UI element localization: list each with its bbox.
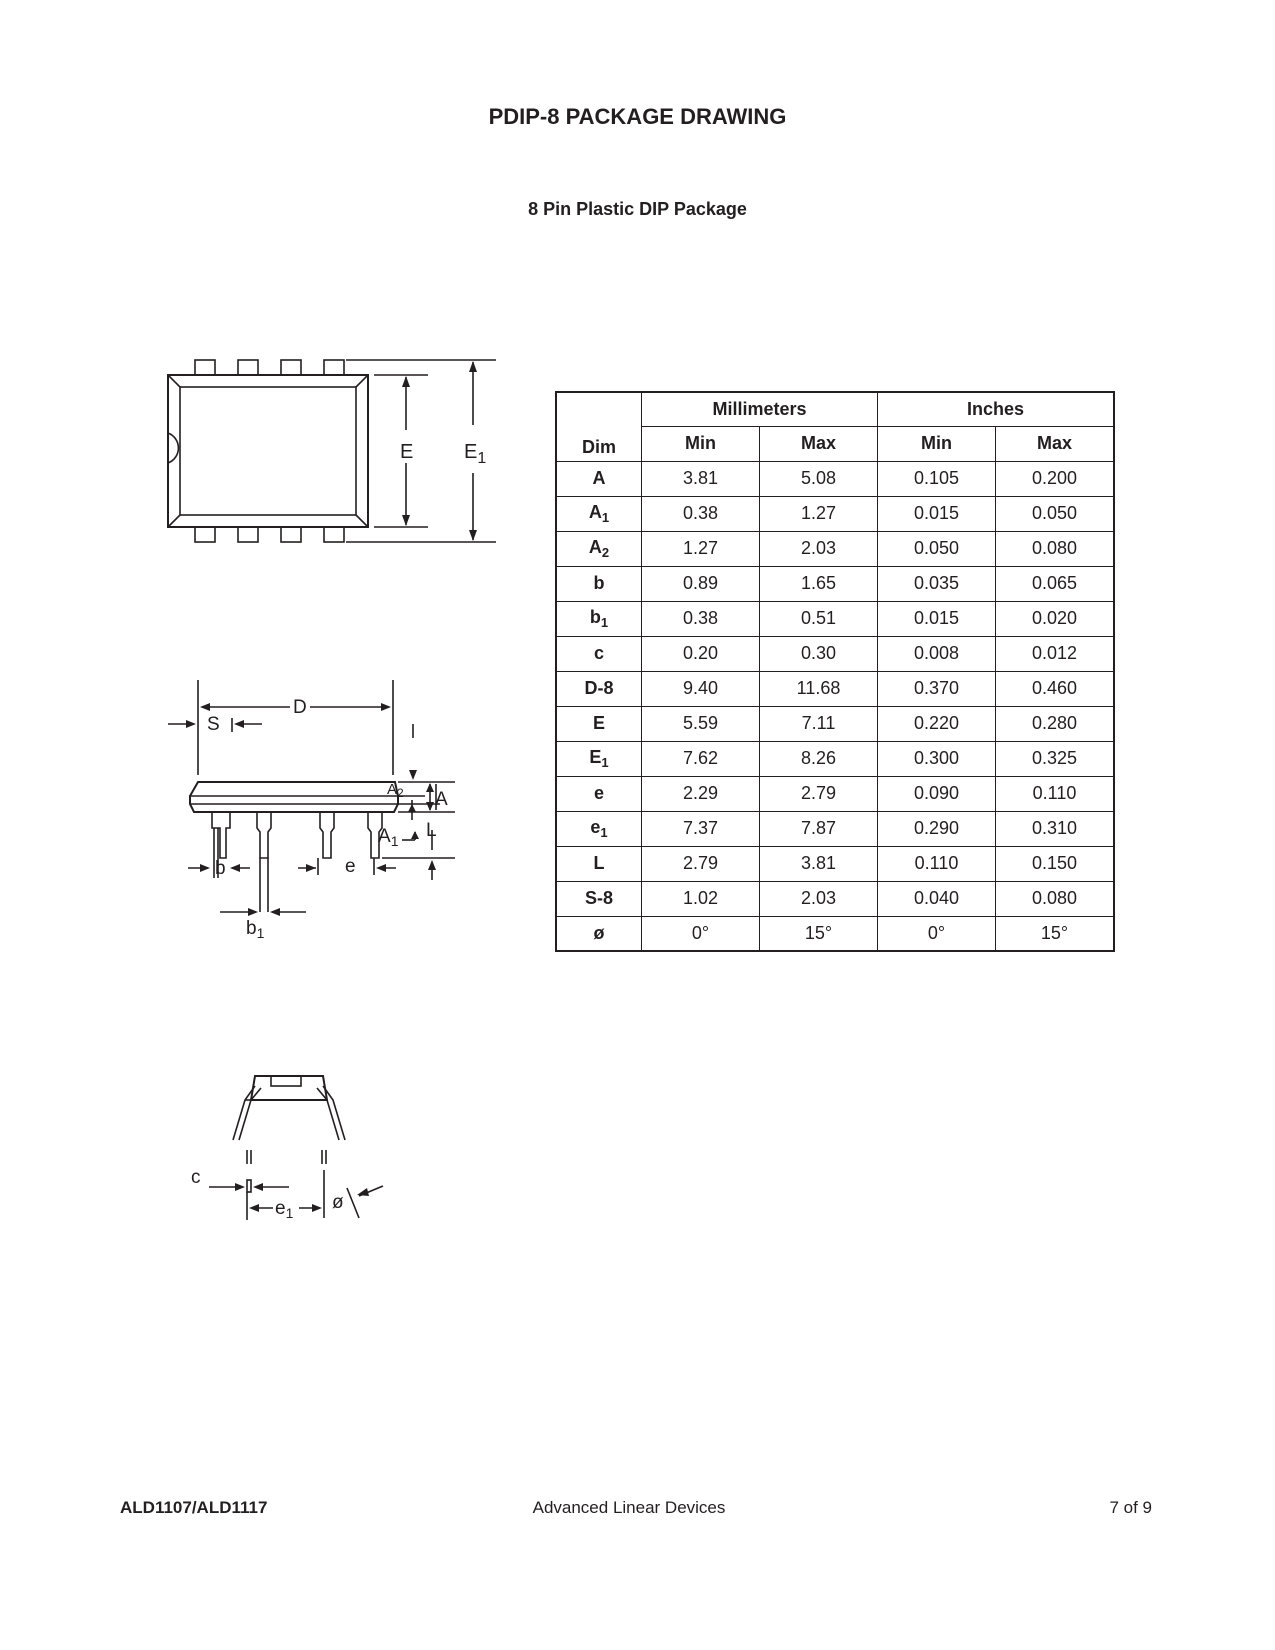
value-cell-mm-min: 0.38 (642, 496, 760, 531)
page-title: PDIP-8 PACKAGE DRAWING (488, 104, 787, 129)
value-cell-mm-max: 8.26 (760, 741, 878, 776)
value-cell-mm-min: 5.59 (642, 706, 760, 741)
value-cell-in-max: 0.280 (996, 706, 1115, 741)
footer-company: Advanced Linear Devices (532, 1498, 726, 1517)
value-cell-in-min: 0.015 (878, 496, 996, 531)
value-cell-mm-max: 1.27 (760, 496, 878, 531)
value-cell-in-max: 0.200 (996, 461, 1115, 496)
value-cell-in-max: 0.150 (996, 846, 1115, 881)
end-view-drawing (185, 1070, 405, 1230)
footer-part-number: ALD1107/ALD1117 (120, 1498, 268, 1517)
label-c: c (191, 1167, 201, 1188)
table-row (556, 846, 1114, 881)
value-cell-in-min: 0.110 (878, 846, 996, 881)
dim-cell: E (556, 706, 642, 741)
value-cell-in-min: 0° (878, 916, 996, 951)
col-header-mm-max: Max (760, 426, 878, 461)
label-b1: $b_1$ (246, 918, 265, 941)
value-cell-mm-max: 3.81 (760, 846, 878, 881)
table-row (556, 461, 1114, 496)
value-cell-in-min: 0.105 (878, 461, 996, 496)
page-subtitle: 8 Pin Plastic DIP Package (528, 199, 747, 219)
value-cell-in-min: 0.090 (878, 776, 996, 811)
value-cell-in-min: 0.040 (878, 881, 996, 916)
value-cell-in-min: 0.370 (878, 671, 996, 706)
table-row (556, 566, 1114, 601)
dim-cell: $e_1$ (556, 811, 642, 846)
label-A2: $A_2$ (387, 781, 404, 800)
value-cell-mm-max: 1.65 (760, 566, 878, 601)
footer-page-number: 7 of 9 (1109, 1498, 1152, 1517)
table-row (556, 881, 1114, 916)
label-phi: ø (332, 1192, 344, 1213)
dim-cell: c (556, 636, 642, 671)
value-cell-mm-min: 2.79 (642, 846, 760, 881)
value-cell-in-max: 0.460 (996, 671, 1115, 706)
table-row (556, 741, 1114, 776)
value-cell-in-max: 0.012 (996, 636, 1115, 671)
value-cell-mm-min: 0.89 (642, 566, 760, 601)
dim-cell: ø (556, 916, 642, 951)
value-cell-in-max: 0.020 (996, 601, 1115, 636)
value-cell-in-max: 15° (996, 916, 1115, 951)
col-header-in-min: Min (878, 426, 996, 461)
value-cell-mm-max: 11.68 (760, 671, 878, 706)
value-cell-in-min: 0.050 (878, 531, 996, 566)
label-E1: $E_1$ (464, 441, 487, 467)
dim-cell: D-8 (556, 671, 642, 706)
value-cell-mm-min: 0.20 (642, 636, 760, 671)
label-S: S (207, 714, 220, 735)
dim-cell: $b_1$ (556, 601, 642, 636)
value-cell-in-max: 0.310 (996, 811, 1115, 846)
label-A: A (435, 789, 448, 810)
value-cell-in-max: 0.110 (996, 776, 1115, 811)
table-row (556, 671, 1114, 706)
group-header-millimeters: Millimeters (642, 392, 878, 426)
value-cell-mm-max: 5.08 (760, 461, 878, 496)
dim-cell: $A_2$ (556, 531, 642, 566)
value-cell-mm-max: 2.03 (760, 881, 878, 916)
dim-cell: e (556, 776, 642, 811)
label-E: E (400, 441, 414, 463)
table-body (556, 461, 1114, 951)
value-cell-mm-max: 15° (760, 916, 878, 951)
value-cell-mm-max: 0.30 (760, 636, 878, 671)
label-L: L (426, 820, 437, 841)
dim-cell: $E_1$ (556, 741, 642, 776)
col-header-dim: Dim (556, 392, 642, 461)
value-cell-mm-min: 0.38 (642, 601, 760, 636)
value-cell-mm-max: 0.51 (760, 601, 878, 636)
dim-cell: L (556, 846, 642, 881)
table-row (556, 706, 1114, 741)
value-cell-in-min: 0.290 (878, 811, 996, 846)
value-cell-mm-max: 7.11 (760, 706, 878, 741)
value-cell-in-max: 0.065 (996, 566, 1115, 601)
value-cell-mm-min: 1.27 (642, 531, 760, 566)
value-cell-in-min: 0.300 (878, 741, 996, 776)
table-row (556, 601, 1114, 636)
value-cell-mm-min: 7.37 (642, 811, 760, 846)
label-e1: $e_1$ (275, 1198, 294, 1221)
col-header-mm-min: Min (642, 426, 760, 461)
value-cell-in-min: 0.220 (878, 706, 996, 741)
value-cell-mm-min: 7.62 (642, 741, 760, 776)
value-cell-mm-max: 7.87 (760, 811, 878, 846)
col-header-in-max: Max (996, 426, 1115, 461)
side-view-drawing (150, 680, 490, 940)
value-cell-in-min: 0.008 (878, 636, 996, 671)
value-cell-mm-min: 0° (642, 916, 760, 951)
table-row (556, 531, 1114, 566)
top-view-drawing (150, 345, 510, 555)
table-row (556, 496, 1114, 531)
label-e: e (345, 856, 356, 877)
dim-cell: S-8 (556, 881, 642, 916)
value-cell-in-max: 0.080 (996, 531, 1115, 566)
table-row (556, 811, 1114, 846)
dim-cell: b (556, 566, 642, 601)
value-cell-in-max: 0.050 (996, 496, 1115, 531)
value-cell-in-max: 0.325 (996, 741, 1115, 776)
dimensions-table (555, 391, 1115, 952)
value-cell-in-min: 0.035 (878, 566, 996, 601)
table-row (556, 776, 1114, 811)
group-header-inches: Inches (878, 392, 1115, 426)
value-cell-mm-min: 9.40 (642, 671, 760, 706)
table-row (556, 916, 1114, 951)
label-A1: $A_1$ (378, 826, 399, 849)
value-cell-in-max: 0.080 (996, 881, 1115, 916)
label-b: b (215, 858, 226, 879)
value-cell-mm-max: 2.79 (760, 776, 878, 811)
label-D: D (293, 697, 307, 718)
value-cell-mm-min: 1.02 (642, 881, 760, 916)
value-cell-mm-max: 2.03 (760, 531, 878, 566)
value-cell-mm-min: 2.29 (642, 776, 760, 811)
value-cell-mm-min: 3.81 (642, 461, 760, 496)
value-cell-in-min: 0.015 (878, 601, 996, 636)
dim-cell: $A_1$ (556, 496, 642, 531)
table-row (556, 636, 1114, 671)
dim-cell: A (556, 461, 642, 496)
